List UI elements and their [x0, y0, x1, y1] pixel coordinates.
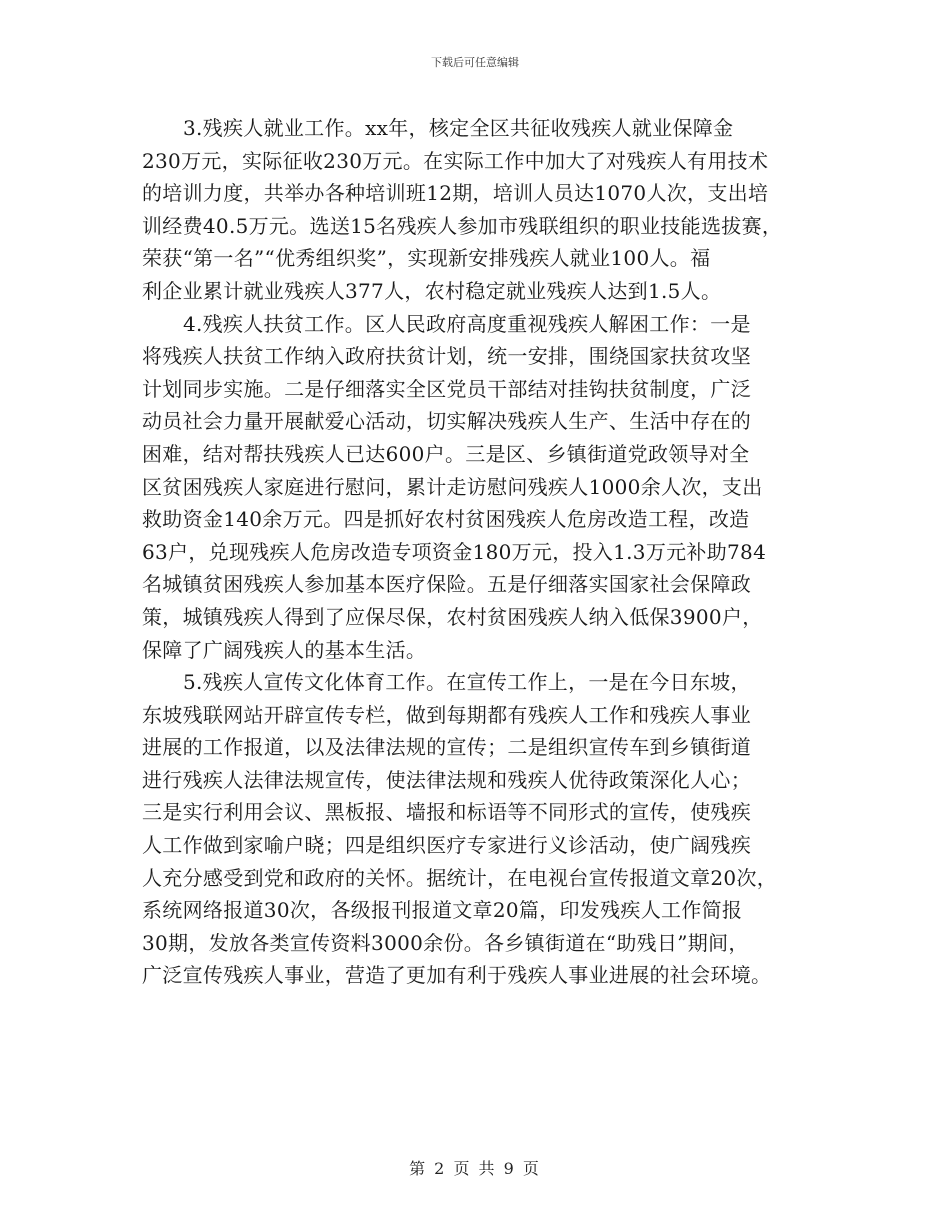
paragraph-line: 人充分感受到党和政府的关怀。据统计，在电视台宣传报道文章20次，	[142, 865, 778, 890]
paragraph-line: 三是实行利用会议、黑板报、墙报和标语等不同形式的宣传，使残疾	[142, 800, 751, 825]
paragraph-line: 3.残疾人就业工作。xx年，核定全区共征收残疾人就业保障金	[183, 116, 734, 140]
paragraph-poverty-relief	[142, 308, 812, 667]
paragraph-line: 困难，结对帮扶残疾人已达600户。三是区、乡镇街道党政领导对全	[142, 441, 750, 466]
paragraph-publicity-culture	[142, 666, 812, 992]
paragraph-line: 动员社会力量开展献爱心活动，切实解决残疾人生产、生活中存在的	[142, 409, 751, 434]
paragraph-line: 利企业累计就业残疾人377人，农村稳定就业残疾人达到1.5人。	[142, 278, 722, 303]
paragraph-line: 30期，发放各类宣传资料3000余份。各乡镇街道在“助残日”期间，	[142, 930, 749, 955]
paragraph-line: 5.残疾人宣传文化体育工作。在宣传工作上，一是在今日东坡，	[183, 670, 751, 695]
paragraph-line: 进展的工作报道，以及法律法规的宣传；二是组织宣传车到乡镇街道	[142, 735, 751, 760]
paragraph-line: 保障了广阔残疾人的基本生活。	[142, 637, 427, 662]
document-body	[142, 112, 812, 992]
paragraph-line: 的培训力度，共举办各种培训班12期，培训人员达1070人次，支出培	[142, 181, 769, 206]
paragraph-line: 名城镇贫困残疾人参加基本医疗保险。五是仔细落实国家社会保障政	[142, 572, 751, 597]
paragraph-line: 230万元，实际征收230万元。在实际工作中加大了对残疾人有用技术	[142, 148, 769, 173]
paragraph-line: 区贫困残疾人家庭进行慰问，累计走访慰问残疾人1000余人次，支出	[142, 474, 763, 499]
paragraph-line: 救助资金140余万元。四是抓好农村贫困残疾人危房改造工程，改造	[142, 507, 750, 532]
paragraph-line: 策，城镇残疾人得到了应保尽保，农村贫困残疾人纳入低保3900户，	[142, 604, 763, 629]
paragraph-line: 进行残疾人法律法规宣传，使法律法规和残疾人优待政策深化人心；	[142, 767, 751, 792]
paragraph-line: 荣获“第一名”“优秀组织奖”，实现新安排残疾人就业100人。福	[142, 246, 711, 271]
paragraph-line: 计划同步实施。二是仔细落实全区党员干部结对挂钩扶贫制度，广泛	[142, 376, 751, 401]
paragraph-line: 系统网络报道30次，各级报刊报道文章20篇，印发残疾人工作简报	[142, 898, 743, 923]
paragraph-line: 东坡残联网站开辟宣传专栏，做到每期都有残疾人工作和残疾人事业	[142, 702, 751, 727]
paragraph-line: 训经费40.5万元。选送15名残疾人参加市残联组织的职业技能选拔赛，	[142, 213, 783, 238]
page-header: 下载后可任意编辑	[431, 56, 519, 69]
page-number-footer: 第 2 页 共 9 页	[409, 1159, 541, 1178]
paragraph-line: 4.残疾人扶贫工作。区人民政府高度重视残疾人解困工作：一是	[183, 311, 751, 336]
paragraph-line: 63户，兑现残疾人危房改造专项资金180万元，投入1.3万元补助784	[142, 539, 767, 564]
paragraph-line: 广泛宣传残疾人事业，营造了更加有利于残疾人事业进展的社会环境。	[142, 963, 772, 988]
paragraph-line: 将残疾人扶贫工作纳入政府扶贫计划，统一安排，围绕国家扶贫攻坚	[142, 344, 751, 369]
paragraph-line: 人工作做到家喻户晓；四是组织医疗专家进行义诊活动，使广阔残疾	[142, 833, 751, 858]
paragraph-employment	[142, 112, 812, 308]
